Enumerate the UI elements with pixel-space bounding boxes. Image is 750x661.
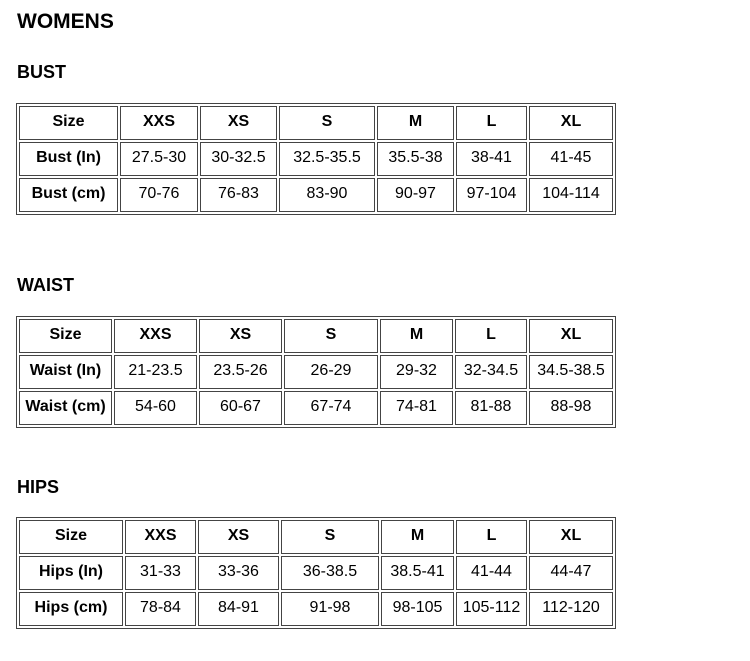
row-label: Hips (cm) [19, 592, 123, 626]
table-row [19, 142, 613, 176]
table-cell: 32-34.5 [455, 355, 527, 389]
table-cell: 35.5-38 [377, 142, 454, 176]
row-label: Hips (In) [19, 556, 123, 590]
table-cell: 29-32 [380, 355, 453, 389]
table-row [19, 592, 613, 626]
table-cell: 91-98 [281, 592, 379, 626]
table-cell: 60-67 [199, 391, 282, 425]
hips-size-table [16, 517, 616, 629]
bust-section-title: BUST [17, 62, 66, 82]
header-cell: S [281, 520, 379, 554]
header-cell: XXS [114, 319, 197, 353]
header-cell: Size [19, 106, 118, 140]
table-cell: 44-47 [529, 556, 613, 590]
table-row [19, 355, 613, 389]
table-cell: 38-41 [456, 142, 527, 176]
table-cell: 81-88 [455, 391, 527, 425]
header-cell: M [381, 520, 454, 554]
table-header-row [19, 520, 613, 554]
table-cell: 26-29 [284, 355, 378, 389]
header-cell: L [455, 319, 527, 353]
table-cell: 90-97 [377, 178, 454, 212]
table-cell: 83-90 [279, 178, 375, 212]
row-label: Bust (In) [19, 142, 118, 176]
row-label: Waist (cm) [19, 391, 112, 425]
header-cell: XS [198, 520, 279, 554]
header-cell: S [279, 106, 375, 140]
header-cell: XXS [120, 106, 198, 140]
header-cell: L [456, 106, 527, 140]
table-cell: 97-104 [456, 178, 527, 212]
header-cell: XXS [125, 520, 196, 554]
table-cell: 23.5-26 [199, 355, 282, 389]
waist-section-title: WAIST [17, 275, 74, 295]
table-cell: 41-44 [456, 556, 527, 590]
table-cell: 32.5-35.5 [279, 142, 375, 176]
header-cell: Size [19, 520, 123, 554]
table-cell: 70-76 [120, 178, 198, 212]
header-cell: M [380, 319, 453, 353]
header-cell: Size [19, 319, 112, 353]
header-cell: XS [200, 106, 277, 140]
table-cell: 41-45 [529, 142, 613, 176]
table-cell: 112-120 [529, 592, 613, 626]
table-header-row [19, 319, 613, 353]
table-cell: 76-83 [200, 178, 277, 212]
table-row [19, 391, 613, 425]
table-cell: 38.5-41 [381, 556, 454, 590]
table-cell: 30-32.5 [200, 142, 277, 176]
row-label: Waist (In) [19, 355, 112, 389]
table-cell: 104-114 [529, 178, 613, 212]
header-cell: XL [529, 520, 613, 554]
table-cell: 78-84 [125, 592, 196, 626]
table-cell: 88-98 [529, 391, 613, 425]
table-cell: 34.5-38.5 [529, 355, 613, 389]
table-cell: 21-23.5 [114, 355, 197, 389]
table-cell: 67-74 [284, 391, 378, 425]
table-cell: 36-38.5 [281, 556, 379, 590]
bust-size-table [16, 103, 616, 215]
header-cell: M [377, 106, 454, 140]
table-cell: 27.5-30 [120, 142, 198, 176]
row-label: Bust (cm) [19, 178, 118, 212]
table-cell: 98-105 [381, 592, 454, 626]
table-row [19, 556, 613, 590]
table-cell: 84-91 [198, 592, 279, 626]
header-cell: XL [529, 106, 613, 140]
hips-section-title: HIPS [17, 477, 60, 497]
table-row [19, 178, 613, 212]
table-cell: 31-33 [125, 556, 196, 590]
waist-size-table [16, 316, 616, 428]
header-cell: S [284, 319, 378, 353]
table-header-row [19, 106, 613, 140]
table-cell: 33-36 [198, 556, 279, 590]
header-cell: XS [199, 319, 282, 353]
page-title: WOMENS [17, 10, 114, 33]
header-cell: L [456, 520, 527, 554]
header-cell: XL [529, 319, 613, 353]
table-cell: 74-81 [380, 391, 453, 425]
table-cell: 105-112 [456, 592, 527, 626]
table-cell: 54-60 [114, 391, 197, 425]
